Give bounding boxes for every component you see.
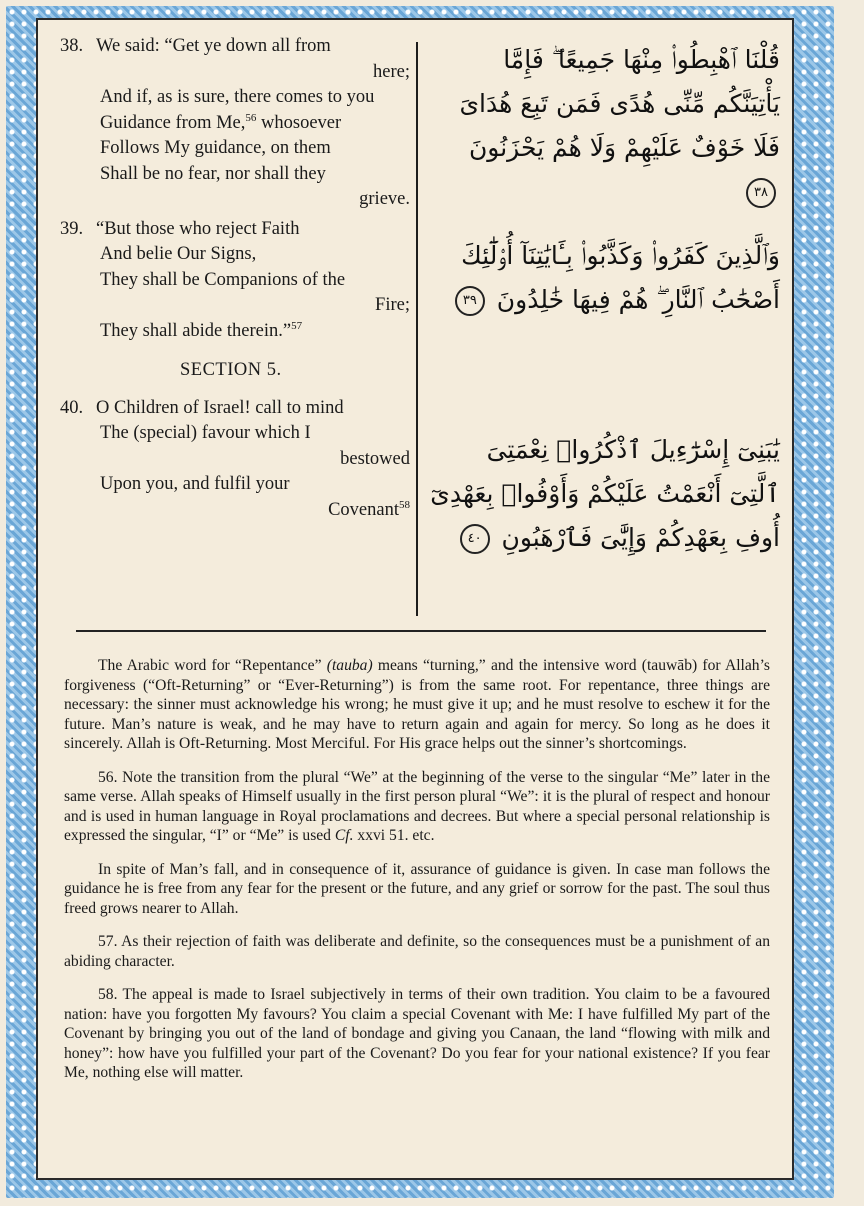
note-guidance: In spite of Man’s fall, and in consequence of it, assurance of guidance is given. In case man follows the guidance he is free from any fear for the present or the future, and any grief or sorrow for the past. The soul thus freed grows nearer to Allah.: [64, 860, 770, 917]
verse-line: We said: “Get ye down all from: [96, 36, 331, 56]
note-56: 56. Note the transition from the plural “We” at the beginning of the verse to the singular “Me” later in the same verse. Allah speaks of Himself usually in the first person plural “We”: it is the plural of respect and honour and is used in human language in Royal proclamations and decrees. But where a special personal relationship is expressed the singular, “I” or “Me” is used Cf. xxvi 51. etc.: [64, 768, 770, 844]
verse-39-arabic: [430, 234, 780, 322]
verse-line: They shall be Companions of the: [100, 269, 346, 290]
verse-line: here;: [373, 61, 410, 82]
verse-number: 39.: [60, 218, 84, 239]
ayah-number-marker: ٣٩: [455, 286, 485, 316]
verse-line: Guidance from Me,: [100, 112, 246, 133]
verse-line: bestowed: [340, 448, 410, 469]
verse-line: Upon you, and fulfil your: [100, 474, 290, 494]
verse-40-english: [60, 396, 410, 524]
english-translation: [60, 34, 410, 527]
arabic-text: وَٱلَّذِينَ كَفَرُوا۟ وَكَذَّبُوا۟ بِـَٔايَٰتِنَآ أُو۟لَٰٓئِكَ أَصْحَٰبُ ٱلنَّارِ ۖ هُمْ فِيهَا خَٰلِدُونَ: [461, 241, 780, 314]
verse-line: “But those who reject Faith: [96, 218, 300, 239]
verse-line: And if, as is sure, there comes to you: [100, 87, 375, 107]
verse-line: O Children of Israel! call to mind: [96, 397, 344, 418]
verse-39-english: [60, 217, 410, 345]
arabic-text: يَٰبَنِىٓ إِسْرَٰٓءِيلَ ٱذْكُرُوا۟ نِعْمَتِىَ ٱلَّتِىٓ أَنْعَمْتُ عَلَيْكُمْ وَأَوْفُوا۟ بِعَهْدِىٓ أُوفِ بِعَهْدِكُمْ وَإِيَّٰىَ فَٱرْهَبُونِ: [430, 435, 780, 552]
content-frame: [36, 18, 794, 1180]
footnote-ref: 58: [399, 498, 410, 511]
column-divider: [416, 42, 418, 616]
verse-line: Follows My guidance, on them: [100, 138, 331, 158]
note-57: 57. As their rejection of faith was deliberate and definite, so the consequences must be a punishment of an abiding character.: [64, 933, 770, 970]
commentary-notes: [64, 656, 770, 1097]
verse-columns: [38, 20, 792, 620]
footnote-ref: 56: [245, 111, 257, 124]
section-title: SECTION 5.: [180, 360, 282, 380]
verse-38-english: [60, 34, 410, 213]
verse-number: 40.: [60, 397, 84, 418]
verse-38-arabic: [430, 38, 780, 214]
note-repentance: The Arabic word for “Repentance” (tauba) means “turning,” and the intensive word (tauwāb) for Allah’s forgiveness (“Oft-Returning” or “Ever-Returning”) is from the same root. For repentance, three things are necessary: the sinner must acknowledge his wrong; he must give it up; and he must resolve to eschew it for the future. Man’s nature is weak, and he may have to return again and again for mercy. So long as he does it sincerely. Allah is Oft-Returning. Most Merciful. For His grace helps out the sinner’s shortcomings.: [64, 657, 771, 752]
verse-line: Fire;: [375, 295, 410, 315]
verse-line: whosoever: [261, 112, 342, 133]
verse-line: The (special) favour which I: [100, 423, 311, 443]
arabic-text: قُلْنَا ٱهْبِطُوا۟ مِنْهَا جَمِيعًا ۖ فَإِمَّا يَأْتِيَنَّكُم مِّنِّى هُدًى فَمَن تَبِعَ هُدَاىَ فَلَا خَوْفٌ عَلَيْهِمْ وَلَا هُمْ يَحْزَنُونَ: [459, 45, 780, 162]
verse-line: Covenant: [328, 499, 399, 520]
verse-line: They shall abide therein.”: [100, 320, 292, 341]
footnote-separator: [76, 630, 766, 632]
ayah-number-marker: ٤٠: [460, 524, 490, 554]
verse-line: And belie Our Signs,: [100, 244, 257, 264]
verse-line: grieve.: [359, 189, 410, 209]
verse-40-arabic: [430, 428, 780, 560]
verse-line: Shall be no fear, nor shall they: [100, 163, 326, 184]
verse-number: 38.: [60, 36, 84, 56]
footnote-ref: 57: [291, 319, 303, 332]
ayah-number-marker: ٣٨: [746, 178, 776, 208]
note-58: 58. The appeal is made to Israel subjectively in terms of their own tradition. You claim to be a favoured nation: have you forgotten My favours? You claim a special Covenant with Me: I have fulfilled My part of the Covenant by bringing you out of the land of bondage and giving you Canaan, the land “flowing with milk and honey”: how have you fulfilled your part of the Covenant? Do you fear for your national existence? If you fear Me, nothing else will matter.: [64, 986, 770, 1081]
